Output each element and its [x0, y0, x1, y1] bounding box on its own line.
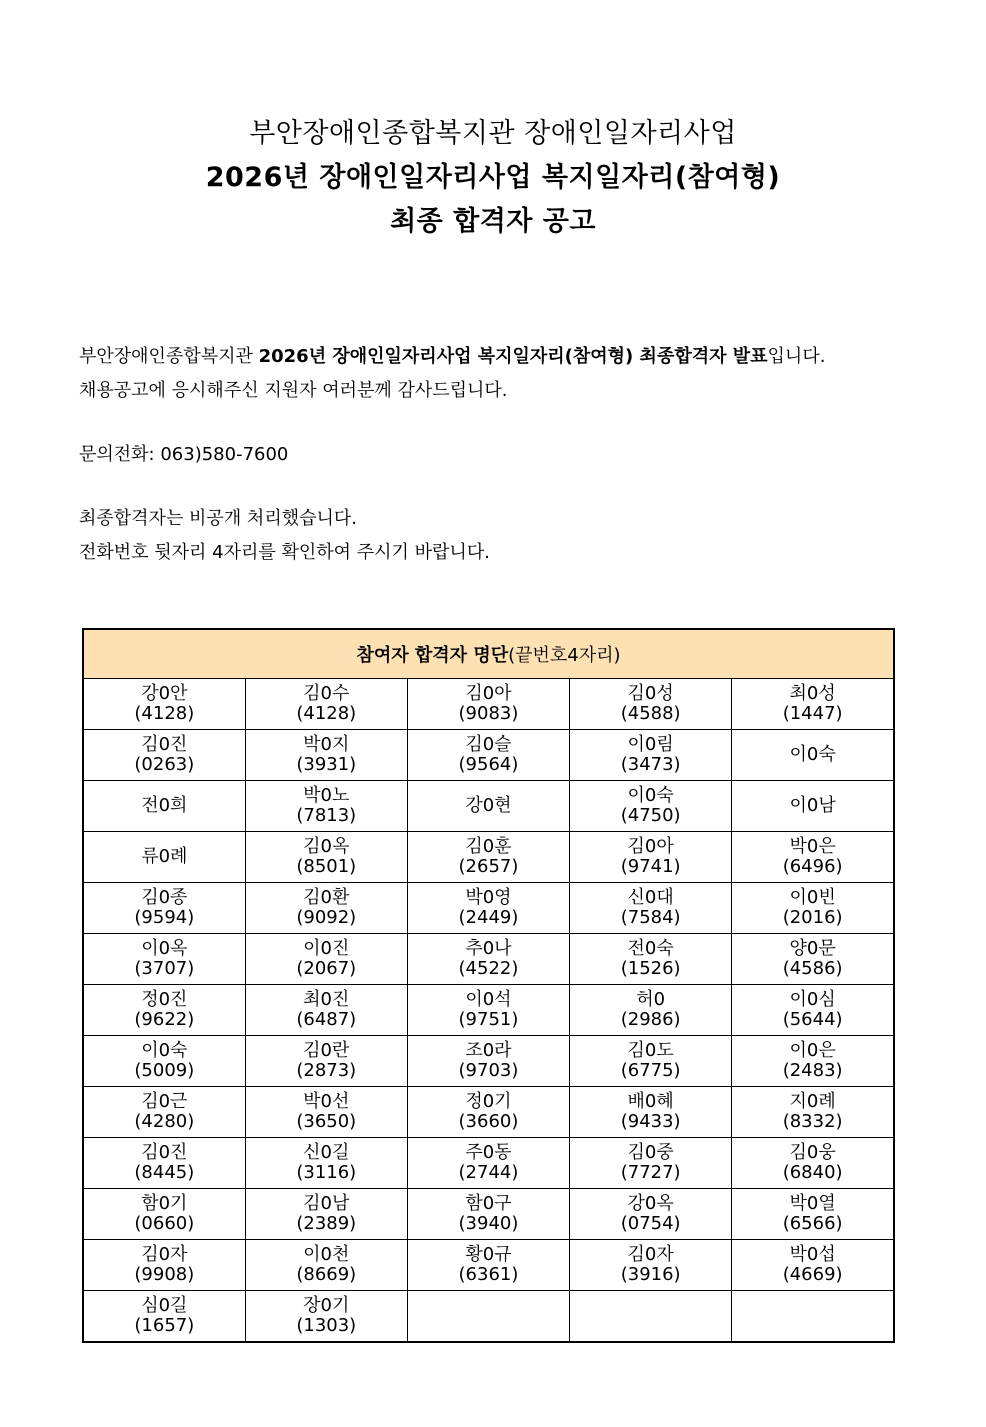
roster-cell: [245, 883, 407, 934]
phone-last-digits: (4669): [782, 1264, 843, 1285]
participant-name: 박0열: [789, 1193, 836, 1214]
roster-cell: [83, 1240, 245, 1291]
phone-last-digits: (9092): [296, 907, 357, 928]
participant-name: 양0문: [789, 938, 836, 959]
phone-last-digits: (3916): [620, 1264, 681, 1285]
phone-last-digits: (3660): [458, 1111, 519, 1132]
participant-name: 김0중: [627, 1142, 674, 1163]
participant-name: 전0숙: [627, 938, 674, 959]
roster-cell: [570, 730, 732, 781]
phone-last-digits: (2483): [782, 1060, 843, 1081]
table-row: [83, 1087, 894, 1138]
participant-name: 신0대: [627, 887, 674, 908]
table-row: [83, 883, 894, 934]
participant-name: 최0성: [789, 683, 836, 704]
participant-name: 황0규: [465, 1244, 512, 1265]
roster-cell: [407, 1291, 569, 1343]
table-row: [83, 1291, 894, 1343]
roster-cell: [245, 781, 407, 832]
title-notice: 최종 합격자 공고: [390, 206, 596, 237]
roster-cell: [407, 730, 569, 781]
participant-name: 김0종: [141, 887, 188, 908]
roster-cell: [732, 679, 894, 730]
phone-last-digits: (3473): [620, 754, 681, 775]
participant-name: 정0기: [465, 1091, 512, 1112]
roster-cell: [570, 934, 732, 985]
phone-last-digits: (1447): [782, 703, 843, 724]
participant-name: 박0섭: [789, 1244, 836, 1265]
roster-cell: [83, 730, 245, 781]
phone-last-digits: (0754): [620, 1213, 681, 1234]
phone-last-digits: (2389): [296, 1213, 357, 1234]
participant-name: 김0자: [627, 1244, 674, 1265]
roster-cell: [245, 730, 407, 781]
phone-last-digits: (1657): [134, 1315, 195, 1336]
table-row: [83, 679, 894, 730]
roster-cell: [570, 883, 732, 934]
roster-cell: [83, 1138, 245, 1189]
participant-name: 이0숙: [789, 744, 836, 765]
roster-cell: [245, 1087, 407, 1138]
participant-name: 김0웅: [789, 1142, 836, 1163]
phone-last-digits: (3707): [134, 958, 195, 979]
phone-last-digits: (3940): [458, 1213, 519, 1234]
roster-cell: [732, 832, 894, 883]
participant-name: 지0례: [789, 1091, 836, 1112]
roster-cell: [570, 1189, 732, 1240]
phone-last-digits: (3650): [296, 1111, 357, 1132]
roster-cell: [245, 934, 407, 985]
phone-last-digits: (7727): [620, 1162, 681, 1183]
phone-last-digits: (9703): [458, 1060, 519, 1081]
phone-last-digits: (4128): [134, 703, 195, 724]
phone-last-digits: (7584): [620, 907, 681, 928]
phone-last-digits: (6775): [620, 1060, 681, 1081]
participant-name: 김0슬: [465, 734, 512, 755]
roster-cell: [732, 1138, 894, 1189]
participant-name: 강0안: [141, 683, 188, 704]
participant-name: 조0라: [465, 1040, 512, 1061]
table-row: [83, 1240, 894, 1291]
phone-last-digits: (4750): [620, 805, 681, 826]
participant-name: 김0환: [303, 887, 350, 908]
phone-last-digits: (9594): [134, 907, 195, 928]
roster-cell: [83, 1291, 245, 1343]
privacy-note-2: 전화번호 뒷자리 4자리를 확인하여 주시기 바랍니다.: [79, 542, 490, 563]
participant-name: 강0옥: [627, 1193, 674, 1214]
roster-cell: [570, 1087, 732, 1138]
roster-cell: [245, 1291, 407, 1343]
roster-cell: [245, 1240, 407, 1291]
participant-name: 박0은: [789, 836, 836, 857]
roster-cell: [570, 1036, 732, 1087]
roster-cell: [83, 1036, 245, 1087]
participant-name: 김0수: [303, 683, 350, 704]
participant-name: 최0진: [303, 989, 350, 1010]
roster-cell: [83, 679, 245, 730]
phone-last-digits: (9908): [134, 1264, 195, 1285]
roster-cell: [407, 679, 569, 730]
participant-name: 전0희: [141, 795, 188, 816]
phone-last-digits: (4280): [134, 1111, 195, 1132]
participant-name: 이0림: [627, 734, 674, 755]
roster-cell: [407, 1240, 569, 1291]
phone-last-digits: (6840): [782, 1162, 843, 1183]
participant-name: 정0진: [141, 989, 188, 1010]
participant-name: 김0진: [141, 734, 188, 755]
title-organization: 부안장애인종합복지관 장애인일자리사업: [249, 118, 737, 149]
table-row: [83, 985, 894, 1036]
participant-name: 함0구: [465, 1193, 512, 1214]
roster-cell: [407, 1138, 569, 1189]
roster-cell: [570, 1291, 732, 1343]
participant-name: 장0기: [303, 1295, 350, 1316]
roster-cell: [732, 985, 894, 1036]
privacy-note-1: 최종합격자는 비공개 처리했습니다.: [79, 508, 357, 529]
roster-cell: [407, 1189, 569, 1240]
roster-cell: [245, 679, 407, 730]
phone-last-digits: (4128): [296, 703, 357, 724]
participant-name: 이0숙: [627, 785, 674, 806]
participant-name: 함0기: [141, 1193, 188, 1214]
intro-suffix: 입니다.: [767, 346, 826, 367]
roster-cell: [407, 832, 569, 883]
participant-name: 박0영: [465, 887, 512, 908]
participant-name: 추0나: [465, 938, 512, 959]
roster-cell: [570, 1240, 732, 1291]
phone-last-digits: (9564): [458, 754, 519, 775]
table-row: [83, 934, 894, 985]
participant-name: 김0훈: [465, 836, 512, 857]
roster-body: [83, 679, 894, 1343]
participant-name: 이0석: [465, 989, 512, 1010]
table-row: [83, 832, 894, 883]
roster-cell: [245, 1189, 407, 1240]
roster-cell: [83, 1189, 245, 1240]
roster-header-title: 참여자 합격자 명단: [356, 645, 509, 666]
roster-cell: [732, 883, 894, 934]
table-row: [83, 1036, 894, 1087]
participant-name: 신0길: [303, 1142, 350, 1163]
phone-last-digits: (4586): [782, 958, 843, 979]
roster-cell: [570, 679, 732, 730]
roster-cell: [83, 883, 245, 934]
roster-cell: [245, 985, 407, 1036]
phone-last-digits: (3116): [296, 1162, 357, 1183]
phone-last-digits: (8501): [296, 856, 357, 877]
participant-name: 김0옥: [303, 836, 350, 857]
phone-last-digits: (2067): [296, 958, 357, 979]
roster-cell: [407, 781, 569, 832]
participant-name: 김0아: [465, 683, 512, 704]
roster-cell: [407, 934, 569, 985]
participant-name: 이0숙: [141, 1040, 188, 1061]
roster-cell: [407, 1036, 569, 1087]
roster-cell: [732, 934, 894, 985]
roster-cell: [245, 1138, 407, 1189]
roster-cell: [732, 1036, 894, 1087]
phone-last-digits: (2744): [458, 1162, 519, 1183]
participant-name: 박0선: [303, 1091, 350, 1112]
phone-last-digits: (8669): [296, 1264, 357, 1285]
phone-last-digits: (9741): [620, 856, 681, 877]
participant-name: 이0빈: [789, 887, 836, 908]
phone-last-digits: (2873): [296, 1060, 357, 1081]
roster-cell: [83, 985, 245, 1036]
announcement-title: [0, 112, 986, 244]
roster-cell: [245, 1036, 407, 1087]
phone-last-digits: (1303): [296, 1315, 357, 1336]
participant-name: 허0: [636, 989, 666, 1010]
participant-name: 김0아: [627, 836, 674, 857]
roster-cell: [570, 832, 732, 883]
roster-cell: [570, 1138, 732, 1189]
participant-name: 김0자: [141, 1244, 188, 1265]
roster-cell: [245, 832, 407, 883]
roster-cell: [83, 934, 245, 985]
phone-last-digits: (2657): [458, 856, 519, 877]
participant-name: 이0은: [789, 1040, 836, 1061]
phone-last-digits: (2016): [782, 907, 843, 928]
intro-prefix: 부안장애인종합복지관: [79, 346, 259, 367]
contact-phone: 문의전화: 063)580-7600: [79, 444, 289, 465]
phone-last-digits: (8445): [134, 1162, 195, 1183]
roster-cell: [83, 832, 245, 883]
participant-name: 이0옥: [141, 938, 188, 959]
participant-name: 김0진: [141, 1142, 188, 1163]
intro-paragraph-1: [79, 340, 939, 374]
phone-last-digits: (8332): [782, 1111, 843, 1132]
intro-text: [79, 340, 939, 570]
roster-cell: [732, 1240, 894, 1291]
phone-last-digits: (9622): [134, 1009, 195, 1030]
roster-cell: [407, 883, 569, 934]
participant-name: 주0동: [465, 1142, 512, 1163]
participant-name: 강0현: [465, 795, 512, 816]
phone-last-digits: (4588): [620, 703, 681, 724]
roster-cell: [570, 781, 732, 832]
participant-name: 배0혜: [627, 1091, 674, 1112]
phone-last-digits: (0263): [134, 754, 195, 775]
table-row: [83, 781, 894, 832]
participant-name: 김0도: [627, 1040, 674, 1061]
phone-last-digits: (6487): [296, 1009, 357, 1030]
roster-cell: [83, 1087, 245, 1138]
roster-cell: [732, 730, 894, 781]
participant-name: 이0심: [789, 989, 836, 1010]
phone-last-digits: (6496): [782, 856, 843, 877]
roster-cell: [83, 781, 245, 832]
participant-name: 심0길: [141, 1295, 188, 1316]
phone-last-digits: (6361): [458, 1264, 519, 1285]
phone-last-digits: (5644): [782, 1009, 843, 1030]
roster-header-note: (끝번호4자리): [508, 645, 621, 666]
participant-name: 박0노: [303, 785, 350, 806]
phone-last-digits: (2449): [458, 907, 519, 928]
participant-name: 이0진: [303, 938, 350, 959]
roster-cell: [732, 1291, 894, 1343]
title-program: 2026년 장애인일자리사업 복지일자리(참여형): [205, 162, 781, 193]
phone-last-digits: (0660): [134, 1213, 195, 1234]
participant-name: 김0남: [303, 1193, 350, 1214]
phone-last-digits: (6566): [782, 1213, 843, 1234]
phone-last-digits: (1526): [620, 958, 681, 979]
roster-cell: [732, 781, 894, 832]
phone-last-digits: (4522): [458, 958, 519, 979]
roster-cell: [732, 1087, 894, 1138]
participant-name: 김0란: [303, 1040, 350, 1061]
phone-last-digits: (5009): [134, 1060, 195, 1081]
roster-cell: [570, 985, 732, 1036]
intro-bold: 2026년 장애인일자리사업 복지일자리(참여형) 최종합격자 발표: [258, 346, 768, 367]
intro-paragraph-2: 채용공고에 응시해주신 지원자 여러분께 감사드립니다.: [79, 380, 508, 401]
table-row: [83, 1138, 894, 1189]
roster-cell: [732, 1189, 894, 1240]
phone-last-digits: (9083): [458, 703, 519, 724]
phone-last-digits: (2986): [620, 1009, 681, 1030]
phone-last-digits: (3931): [296, 754, 357, 775]
participant-name: 류0례: [141, 846, 188, 867]
participant-name: 이0남: [789, 795, 836, 816]
participant-name: 박0지: [303, 734, 350, 755]
roster-cell: [407, 985, 569, 1036]
roster-header: [83, 629, 894, 679]
participant-name: 이0천: [303, 1244, 350, 1265]
participant-name: 김0근: [141, 1091, 188, 1112]
phone-last-digits: (7813): [296, 805, 357, 826]
table-row: [83, 1189, 894, 1240]
participant-name: 김0성: [627, 683, 674, 704]
roster-cell: [407, 1087, 569, 1138]
phone-last-digits: (9751): [458, 1009, 519, 1030]
phone-last-digits: (9433): [620, 1111, 681, 1132]
roster-table: [82, 628, 895, 1343]
table-row: [83, 730, 894, 781]
